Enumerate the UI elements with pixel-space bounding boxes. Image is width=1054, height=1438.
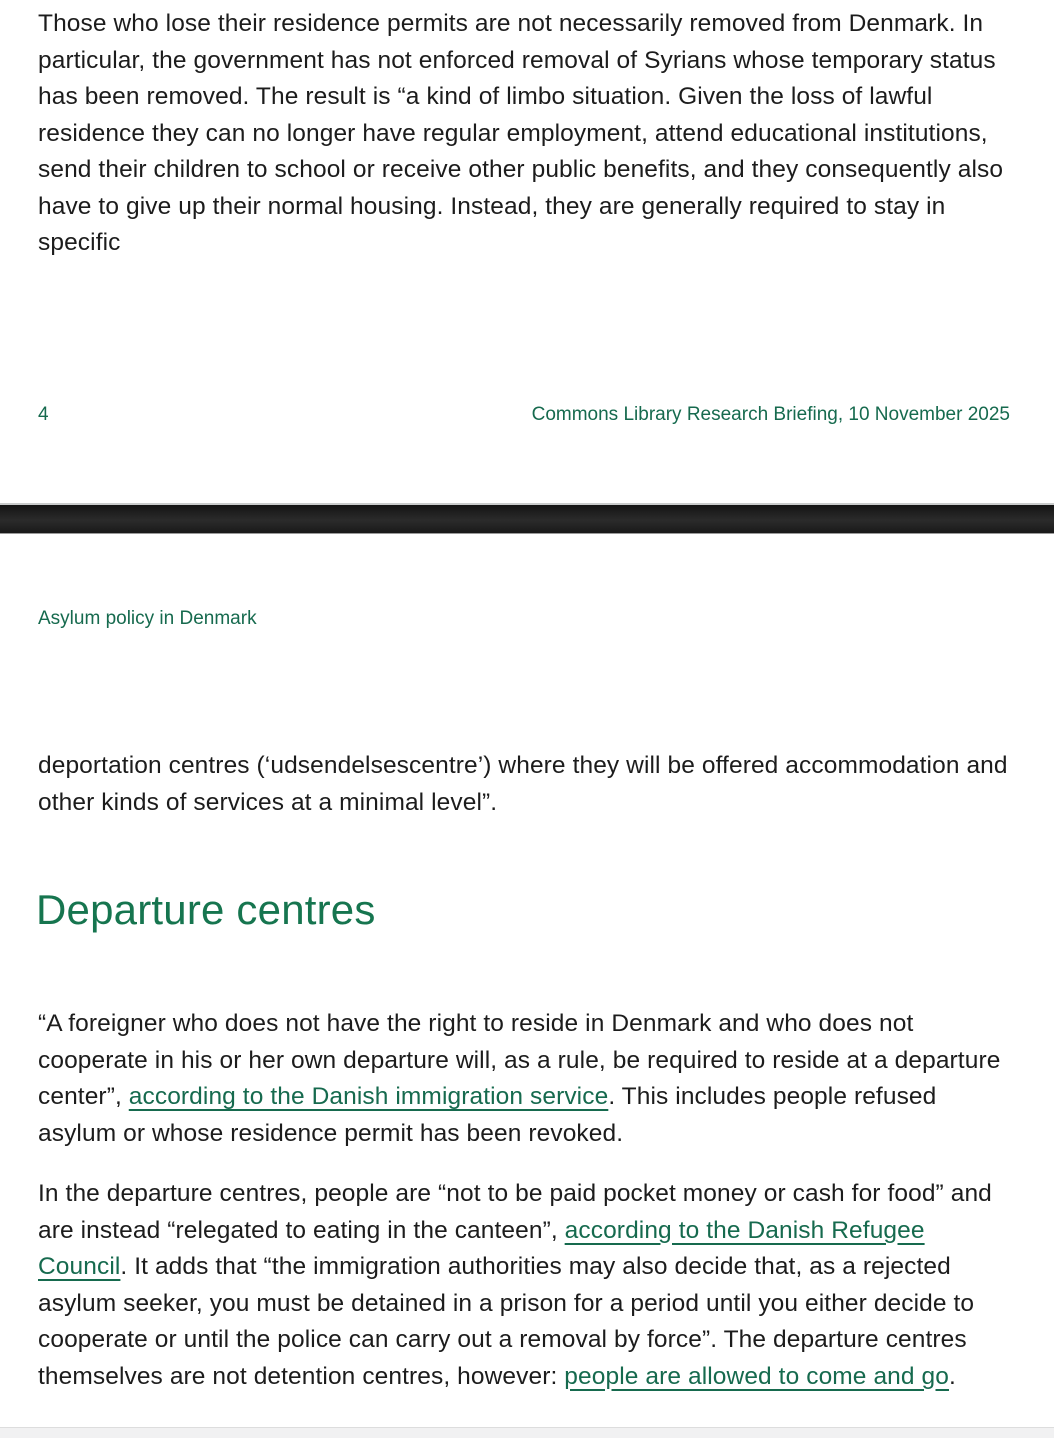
section-heading: Departure centres [36,886,376,933]
departure-paragraph-1 [38,1006,1020,1152]
text-segment: . [948,1362,956,1390]
page-number: 4 [38,404,49,425]
inline-link[interactable]: according to the Danish Refugee Council [38,1216,925,1280]
text-segment: . This includes people refused asylum or whose residence permit has been revoked. [38,1083,937,1147]
inline-link[interactable]: people are allowed to come and go [564,1362,949,1390]
text-segment: “A foreigner who does not have the right to reside in Denmark and who does not cooperate in his or her own departure will, as a rule, be required to reside at a departure center”, [38,1010,1001,1110]
page-separator [0,503,1054,534]
departure-paragraph-2 [38,1176,1020,1395]
next-page-edge [0,1427,1054,1438]
running-header: Asylum policy in Denmark [38,608,257,629]
footer-briefing-title: Commons Library Research Briefing, 10 November 2025 [531,404,1010,425]
text-segment: . It adds that “the immigration authorities may also decide that, as a rejected asylum seeker, you must be detained in a prison for a period until you either decide to cooperate or until the police can carry out a removal by force”. The departure centres themselves are not detention centres, however: [38,1253,975,1390]
page2-intro-paragraph: deportation centres (‘udsendelsescentre’) where they will be offered accommodation and other kinds of services at a minimal level”. [38,752,1008,816]
inline-link[interactable]: according to the Danish immigration service [128,1083,609,1110]
page1-footer [38,404,1010,426]
page1-paragraph: Those who lose their residence permits are not necessarily removed from Denmark. In particular, the government has not enforced removal of Syrians whose temporary status has been removed. The result is “a kind of limbo situation. Given the loss of lawful residence they can no longer have regular employment, attend educational institutions, send their children to school or receive other public benefits, and they consequently also have to give up their normal housing. Instead, they are generally required to stay in specific [38,10,1004,256]
text-segment: In the departure centres, people are “not to be paid pocket money or cash for food” and are instead “relegated to eating in the canteen”, [38,1180,992,1244]
